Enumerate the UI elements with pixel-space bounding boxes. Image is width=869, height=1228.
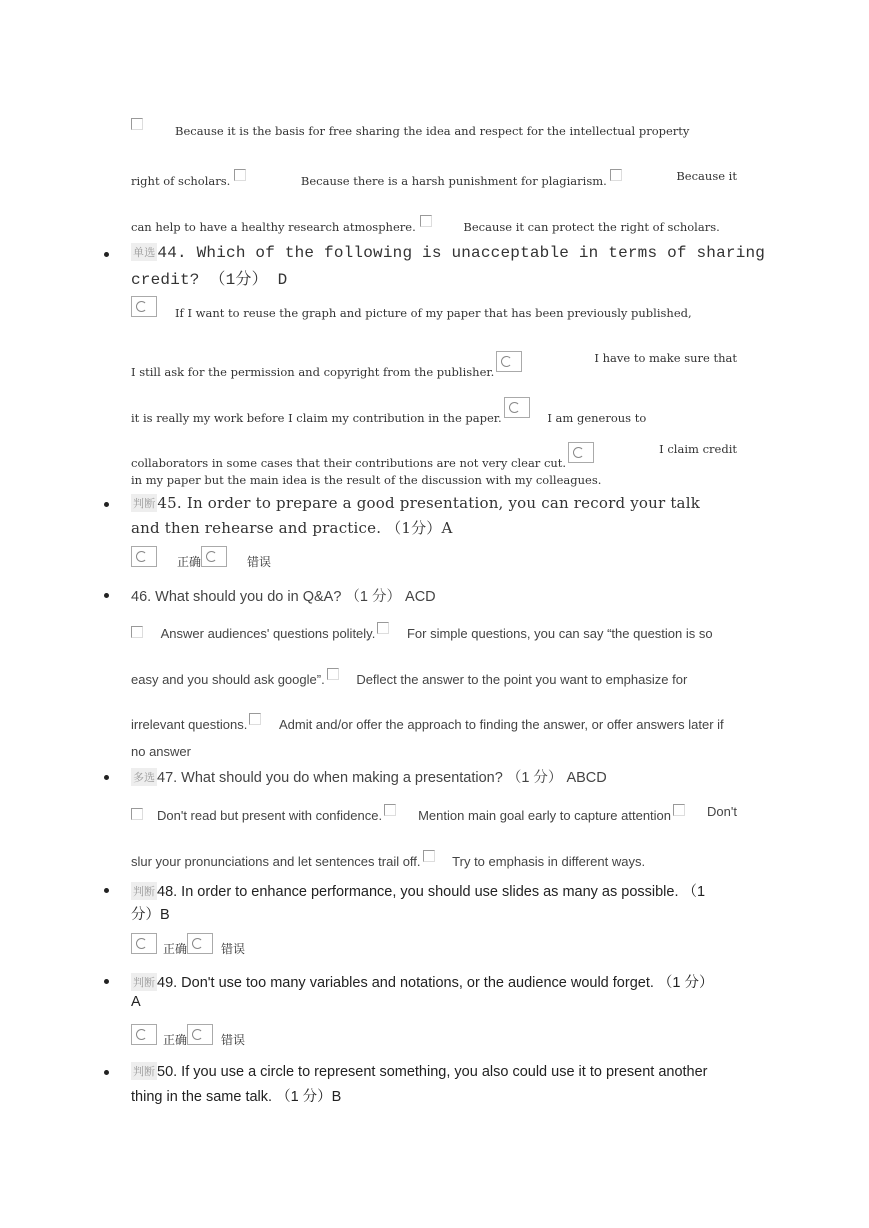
option-text: Admit and/or offer the approach to finding the answer, or offer answers later if [278, 717, 724, 732]
option-text: irrelevant questions. [131, 717, 248, 732]
option-text: slur your pronunciations and let sentences trail off. [131, 854, 421, 869]
radio-button[interactable] [201, 546, 227, 567]
checkbox[interactable] [377, 622, 389, 634]
checkbox[interactable] [131, 808, 143, 820]
question-type-tag: 判断 [131, 494, 157, 512]
question-type-tag: 多选 [131, 768, 157, 786]
option-text: Because it [676, 169, 737, 183]
true-label: 正确 [163, 942, 188, 957]
option-text: Try to emphasis in different ways. [452, 854, 646, 869]
question-type-tag: 判断 [131, 1062, 157, 1080]
question-50-title [131, 1062, 737, 1080]
option-text: Mention main goal early to capture attention [418, 808, 672, 823]
option-text: I still ask for the permission and copyright from the publisher. [131, 365, 495, 379]
list-bullet [104, 502, 112, 510]
true-label: 正确 [177, 555, 202, 570]
radio-button[interactable] [568, 442, 594, 463]
question-text: and then rehearse and practice. （1分）A [131, 519, 453, 537]
question-text: 48. In order to enhance performance, you should use slides as many as possible. （1 [157, 884, 706, 900]
question-48-title [131, 880, 737, 901]
question-45-title [131, 494, 737, 512]
checkbox[interactable] [420, 215, 432, 227]
checkbox[interactable] [610, 169, 622, 181]
question-text: 44. Which of the following is unacceptable in terms of sharing [157, 244, 766, 262]
question-type-tag: 判断 [131, 882, 157, 900]
option-text: collaborators in some cases that their contributions are not very clear cut. [131, 456, 567, 470]
option-text: For simple questions, you can say “the question is so [406, 626, 713, 641]
question-text: 50. If you use a circle to represent something, you also could use it to present another [157, 1064, 708, 1080]
question-46-title: 46. What should you do in Q&A? （1 分） ACD [131, 589, 436, 605]
list-bullet [104, 1070, 112, 1078]
option-text: I am generous to [547, 411, 647, 425]
option-text: easy and you should ask google”. [131, 672, 325, 687]
checkbox[interactable] [131, 626, 143, 638]
true-false-options [131, 546, 737, 570]
question-text: thing in the same talk. （1 分）B [131, 1089, 342, 1105]
checkbox[interactable] [423, 850, 435, 862]
option-text: Answer audiences' questions politely. [160, 626, 376, 641]
false-label: 错误 [247, 555, 272, 570]
list-bullet [104, 888, 112, 896]
list-bullet [104, 979, 112, 987]
question-type-tag: 判断 [131, 973, 157, 991]
radio-button[interactable] [131, 1024, 157, 1045]
false-label: 错误 [221, 942, 246, 957]
question-type-tag: 单选 [131, 243, 157, 261]
list-bullet [104, 775, 112, 783]
true-false-options [131, 1024, 737, 1048]
question-text: 47. What should you do when making a presentation? （1 分） ABCD [157, 770, 607, 786]
question-49-title [131, 971, 737, 992]
question-text: 45. In order to prepare a good presentation, you can record your talk [157, 494, 700, 512]
list-bullet [104, 252, 112, 260]
option-text: no answer [131, 744, 191, 759]
option-text: If I want to reuse the graph and picture of my paper that has been previously published, [175, 306, 692, 320]
option-text: Because there is a harsh punishment for plagiarism. [300, 174, 607, 188]
radio-button[interactable] [187, 1024, 213, 1045]
checkbox[interactable] [327, 668, 339, 680]
false-label: 错误 [221, 1033, 246, 1048]
option-text: Because it can protect the right of scholars. [463, 220, 720, 234]
radio-button[interactable] [496, 351, 522, 372]
option-text: it is really my work before I claim my contribution in the paper. [131, 411, 502, 425]
question-44-title [131, 243, 766, 262]
list-bullet [104, 593, 112, 601]
option-text: Don't read but present with confidence. [157, 808, 383, 823]
radio-button[interactable] [187, 933, 213, 954]
question-47-title [131, 766, 737, 787]
true-false-options [131, 933, 737, 957]
question-text: A [131, 994, 141, 1010]
checkbox[interactable] [673, 804, 685, 816]
option-text: Deflect the answer to the point you want to emphasize for [356, 672, 688, 687]
question-text: 49. Don't use too many variables and notations, or the audience would forget. （1 分） [157, 975, 714, 991]
true-label: 正确 [163, 1033, 188, 1048]
question-text: credit? （1分） D [131, 271, 288, 289]
option-text: can help to have a healthy research atmosphere. [131, 220, 416, 234]
option-text: in my paper but the main idea is the result of the discussion with my colleagues. [131, 473, 602, 487]
option-text: Because it is the basis for free sharing the idea and respect for the intellectual property [175, 124, 690, 138]
question-text: 分）B [131, 907, 170, 923]
checkbox[interactable] [384, 804, 396, 816]
option-text: I have to make sure that [594, 351, 737, 365]
checkbox[interactable] [234, 169, 246, 181]
radio-button[interactable] [131, 546, 157, 567]
radio-button[interactable] [504, 397, 530, 418]
option-text: Don't [707, 804, 737, 819]
checkbox[interactable] [249, 713, 261, 725]
radio-button[interactable] [131, 933, 157, 954]
option-text: right of scholars. [131, 174, 231, 188]
option-text: I claim credit [659, 442, 737, 456]
